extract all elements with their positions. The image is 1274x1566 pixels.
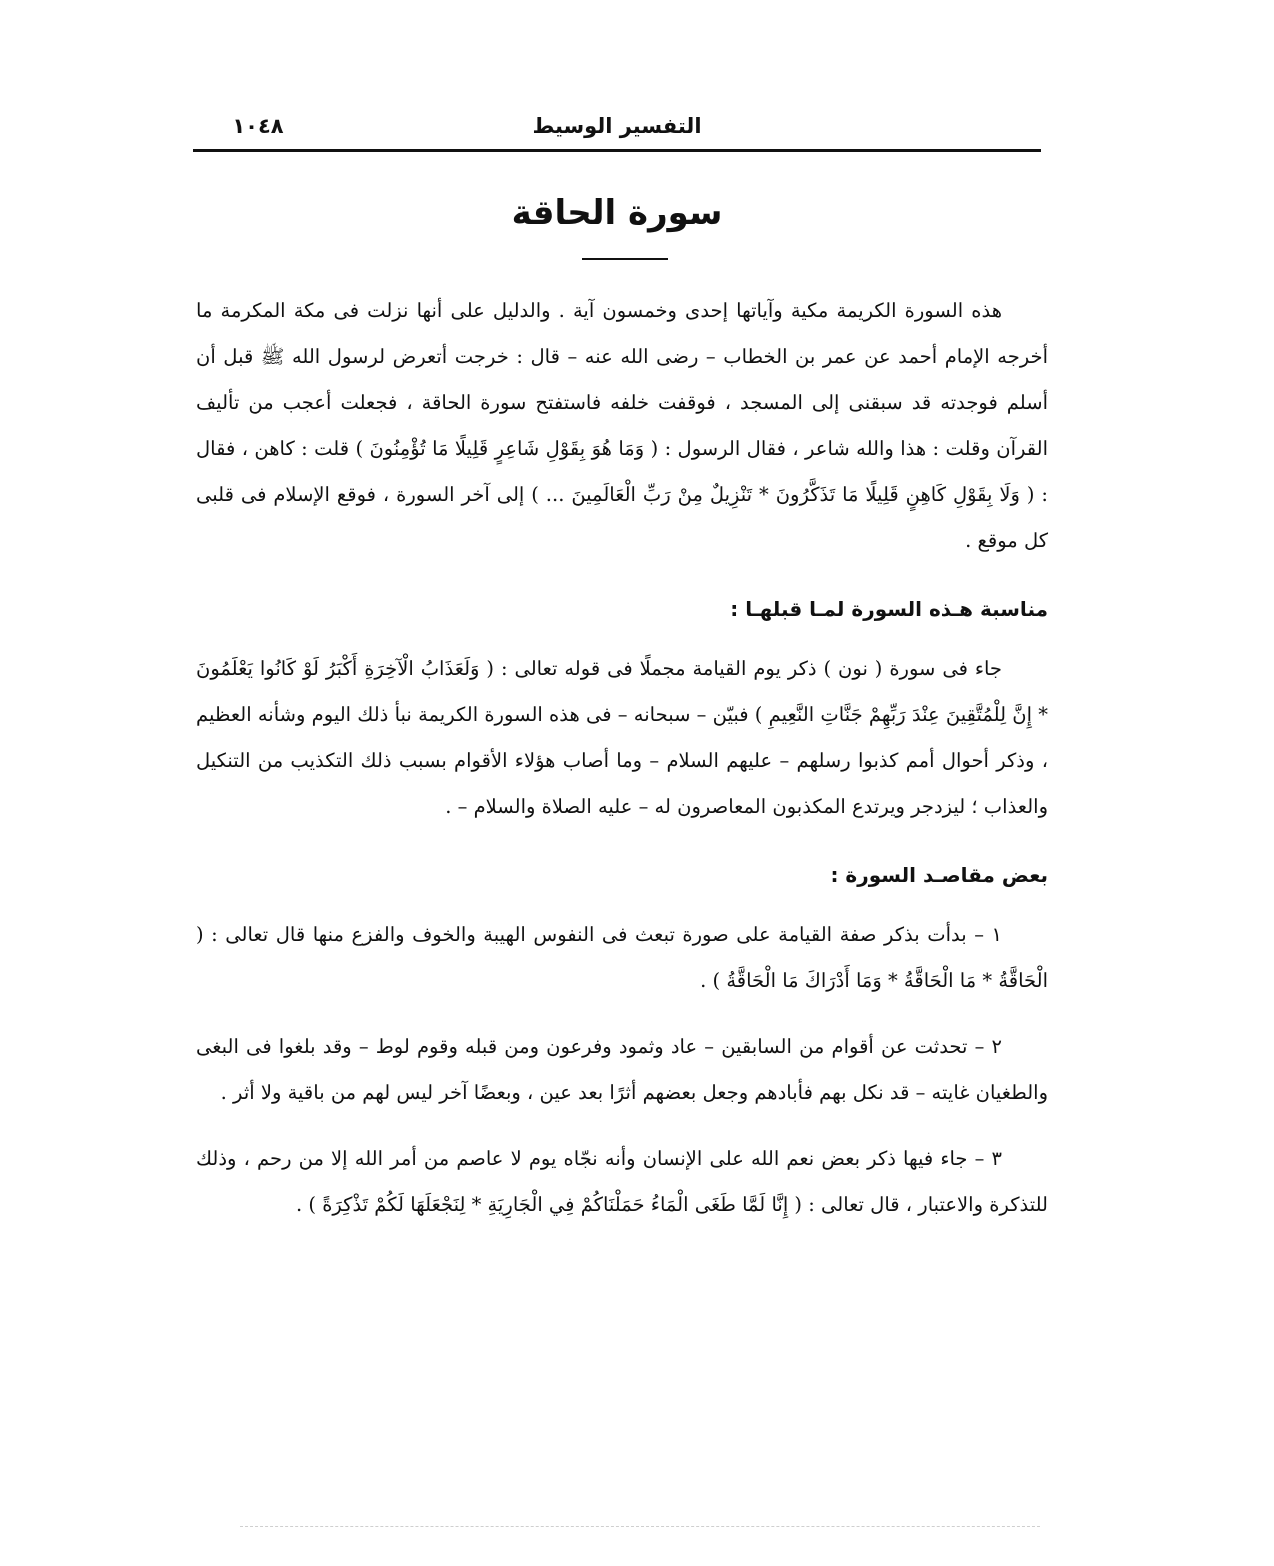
objective-item-1: ١ – بدأت بذكر صفة القيامة على صورة تبعث فى النفوس الهيبة والخوف والفزع منها قال تعالى : ( الْحَاقَّةُ * مَا الْحَاقَّةُ * وَمَا أَدْرَاكَ مَا الْحَاقَّةُ ) . [196, 923, 1048, 992]
page-number: ١٠٤٨ [232, 114, 284, 138]
surah-title: سورة الحاقة [511, 193, 723, 233]
section-heading-objectives: بعض مقاصـد السورة : [830, 863, 1048, 887]
body-text [196, 288, 1048, 1228]
section-heading-relevance: مناسبة هـذه السورة لمـا قبلهـا : [730, 597, 1048, 621]
objective-item-3: ٣ – جاء فيها ذكر بعض نعم الله على الإنسان وأنه نجّاه يوم لا عاصم من أمر الله إلا من رحم ، وذلك للتذكرة والاعتبار ، قال تعالى : ( إِنَّا لَمَّا طَغَى الْمَاءُ حَمَلْنَاكُمْ فِي الْجَارِيَةِ * لِنَجْعَلَهَا لَكُمْ تَذْكِرَةً ) . [196, 1147, 1048, 1216]
objective-item-2: ٢ – تحدثت عن أقوام من السابقين – عاد وثمود وفرعون ومن قبله وقوم لوط – وقد بلغوا فى البغى والطغيان غايته – قد نكل بهم فأبادهم وجعل بعضهم أثرًا بعد عين ، وبعضًا آخر ليس لهم من باقية ولا أثر . [196, 1035, 1048, 1104]
header-rule [193, 149, 1041, 152]
footer-rule [240, 1526, 1040, 1527]
page-header [193, 108, 1041, 152]
relevance-paragraph: جاء فى سورة ( نون ) ذكر يوم القيامة مجملًا فى قوله تعالى : ( وَلَعَذَابُ الْآخِرَةِ أَكْبَرُ لَوْ كَانُوا يَعْلَمُونَ * إِنَّ لِلْمُتَّقِينَ عِنْدَ رَبِّهِمْ جَنَّاتِ النَّعِيمِ ) فبيّن – سبحانه – فى هذه السورة الكريمة نبأ ذلك اليوم وشأنه العظيم ، وذكر أحوال أمم كذبوا رسلهم – عليهم السلام – وما أصاب هؤلاء الأقوام بسبب ذلك التكذيب من التنكيل والعذاب ؛ ليزدجر ويرتدع المكذبون المعاصرون له – عليه الصلاة والسلام – . [196, 657, 1048, 818]
title-rule [582, 258, 668, 260]
running-title: التفسير الوسيط [532, 114, 702, 138]
intro-paragraph: هذه السورة الكريمة مكية وآياتها إحدى وخمسون آية . والدليل على أنها نزلت فى مكة المكرمة ما أخرجه الإمام أحمد عن عمر بن الخطاب – رضى الله عنه – قال : خرجت أتعرض لرسول الله ﷺ قبل أن أسلم فوجدته قد سبقنى إلى المسجد ، فوقفت خلفه فاستفتح سورة الحاقة ، فجعلت أعجب من تأليف القرآن وقلت : هذا والله شاعر ، فقال الرسول : ( وَمَا هُوَ بِقَوْلِ شَاعِرٍ قَلِيلًا مَا تُؤْمِنُونَ ) قلت : كاهن ، فقال : ( وَلَا بِقَوْلِ كَاهِنٍ قَلِيلًا مَا تَذَكَّرُونَ * تَنْزِيلٌ مِنْ رَبِّ الْعَالَمِينَ ... ) إلى آخر السورة ، فوقع الإسلام فى قلبى كل موقع . [196, 299, 1048, 552]
